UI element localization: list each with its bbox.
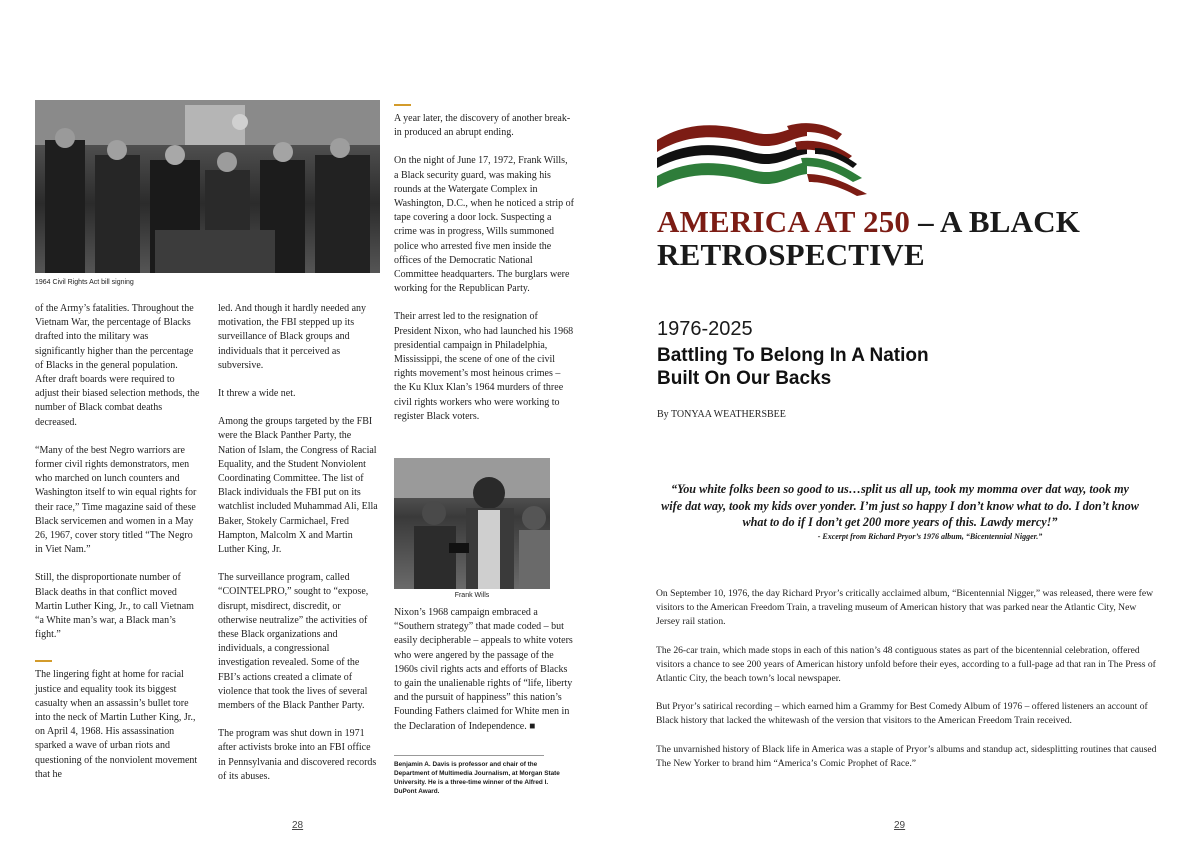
page-number[interactable]: 29 (894, 820, 906, 831)
paragraph: But Pryor’s satirical recording – which earned him a Grammy for Best Comedy Album of 1976 – offered listeners an account of Black history that lacked the whitewash of the version that visitors to the American Freedom Train received. (656, 701, 1148, 727)
title-rest: – A BLACK RETROSPECTIVE (657, 204, 1081, 272)
article-title (657, 205, 1157, 271)
subtitle-line: Built On Our Backs (657, 368, 832, 389)
pull-quote-source: - Excerpt from Richard Pryor’s 1976 album, “Bicentennial Nigger.” (817, 532, 1043, 541)
author-bio: Benjamin A. Davis is professor and chair of the Department of Multimedia Journalism, at Morgan State University. He is a three-time winner of the Alfred I. DuPont Award. (394, 761, 560, 795)
divider (394, 755, 544, 756)
paragraph: On September 10, 1976, the day Richard Pryor’s critically acclaimed album, “Bicentennial Nigger,” was released, there were few visitors to the American Freedom Train, a traveling museum of American history that was parked near the Atlantic City, New Jersey rail station. (656, 588, 1154, 628)
subtitle-line: Battling To Belong In A Nation (657, 345, 929, 366)
section-accent-bar (35, 660, 52, 662)
title-highlight: AMERICA AT 250 (657, 204, 911, 239)
paragraph: On the night of June 17, 1972, Frank Wills, a Black security guard, was making his rounds at the Watergate Complex in Washington, D.C., when he noticed a strip of tape covering a door lock. Suspecting a crime was in progress, Wills summoned police who arrested five men inside the offices of the Democratic National Committee headquarters. The burglars were working for the Republican Party. (394, 155, 574, 295)
pull-quote: “You white folks been so good to us…split us all up, took my momma over dat way, took my wife dat way, took my kids over yonder. I’m just so happy I don’t know what to do. I don’t know what to do if I don’t get 200 more years of this. Lawdy mercy!” (661, 482, 1139, 529)
article-years: 1976-2025 (657, 318, 753, 340)
photo-caption: Frank Wills (454, 592, 490, 599)
paragraph: It threw a wide net. (218, 388, 296, 400)
article-subtitle (657, 344, 1057, 390)
paragraph: Still, the disproportionate number of Black deaths in that conflict moved Martin Luther King, Jr., to call Vietnam “a White man’s war, a Black man’s fight.” (35, 572, 194, 641)
waving-flag-logo-icon (657, 118, 869, 198)
paragraph: A year later, the discovery of another break-in produced an abrupt ending. (394, 113, 571, 139)
photo-placeholder-figures (35, 100, 380, 273)
section-accent-bar (394, 104, 411, 106)
paragraph: The lingering fight at home for racial justice and equality took its biggest casualty when an assassin’s bullet tore into the neck of Martin Luther King, Jr., on April 4, 1968. His assassination sparked a wave of urban riots and questioning of the nonviolent movement that he (35, 669, 198, 780)
page-number[interactable]: 28 (292, 820, 304, 831)
photo-placeholder-figures (394, 458, 550, 589)
paragraph: Their arrest led to the resignation of President Nixon, who had launched his 1968 presidential campaign in Philadelphia, Mississippi, the scene of one of the civil rights movement’s most heinous crimes – the Ku Klux Klan’s 1964 murders of three civil rights workers who were working to register Black voters. (394, 311, 574, 422)
byline: By TONYAA WEATHERSBEE (657, 409, 786, 420)
paragraph: Among the groups targeted by the FBI were the Black Panther Party, the Nation of Islam, the Congress of Racial Equality, and the Student Nonviolent Coordinating Committee. The list of Black individuals the FBI put on its watchlist included Muhammad Ali, Ella Baker, Stokely Carmichael, Fred Hampton, Malcolm X and Martin Luther King, Jr. (218, 416, 378, 556)
paragraph: “Many of the best Negro warriors are former civil rights demonstrators, men who marched on lunch counters and Washington itself to win equal rights for their race,” Time magazine said of these Black servicemen and women in a May 26, 1967, cover story titled “The Negro in Viet Nam.” (35, 444, 197, 556)
frank-wills-photo (394, 458, 550, 589)
article-column-3-continued (394, 606, 574, 748)
article-body (656, 587, 1161, 785)
paragraph: of the Army’s fatalities. Throughout the Vietnam War, the percentage of Blacks drafted into the military was significantly higher than the percentage of Blacks in the general population. After draft boards were required to adjust their biased selection methods, the number of Black combat deaths decreased. (35, 303, 200, 428)
paragraph: The unvarnished history of Black life in America was a staple of Pryor’s albums and standup act, sidesplitting routines that caused The New Yorker to brand him “America’s Comic Prophet of Race.” (656, 743, 1157, 769)
civil-rights-signing-photo (35, 100, 380, 273)
article-column-3 (394, 112, 574, 438)
article-column-1 (35, 302, 200, 796)
paragraph: led. And though it hardly needed any motivation, the FBI stepped up its surveillance of Black groups and individuals that it perceived as subversive. (218, 303, 367, 371)
photo-caption: 1964 Civil Rights Act bill signing (35, 279, 134, 286)
paragraph: The surveillance program, called “COINTELPRO,” sought to “expose, disrupt, misdirect, discredit, or otherwise neutralize” the activities of these Black organizations and individuals, a congressional investigation revealed. Some of the FBI’s actions created a climate of violence that took the lives of several members of the Black Panther Party. (218, 572, 369, 712)
paragraph: The 26-car train, which made stops in each of this nation’s 48 contiguous states as part of the bicentennial celebration, offered visitors a chance to see 200 years of American history unfold before their eyes, according to a full-page ad that ran in The Press of Atlantic City, the beach town’s local newspaper. (656, 644, 1156, 685)
paragraph: The program was shut down in 1971 after activists broke into an FBI office in Pennsylvania and discovered records of its abuses. (218, 728, 377, 782)
paragraph: Nixon’s 1968 campaign embraced a “Southern strategy” that made coded – but easily decipherable – appeals to white voters who were angered by the passage of the 1960s civil rights acts and efforts of Blacks to gain the unalienable rights of “life, liberty and the pursuit of happiness” this nation’s Founding Fathers claimed for White men in the Declaration of Independence. ■ (394, 607, 573, 732)
article-column-2 (218, 302, 378, 798)
